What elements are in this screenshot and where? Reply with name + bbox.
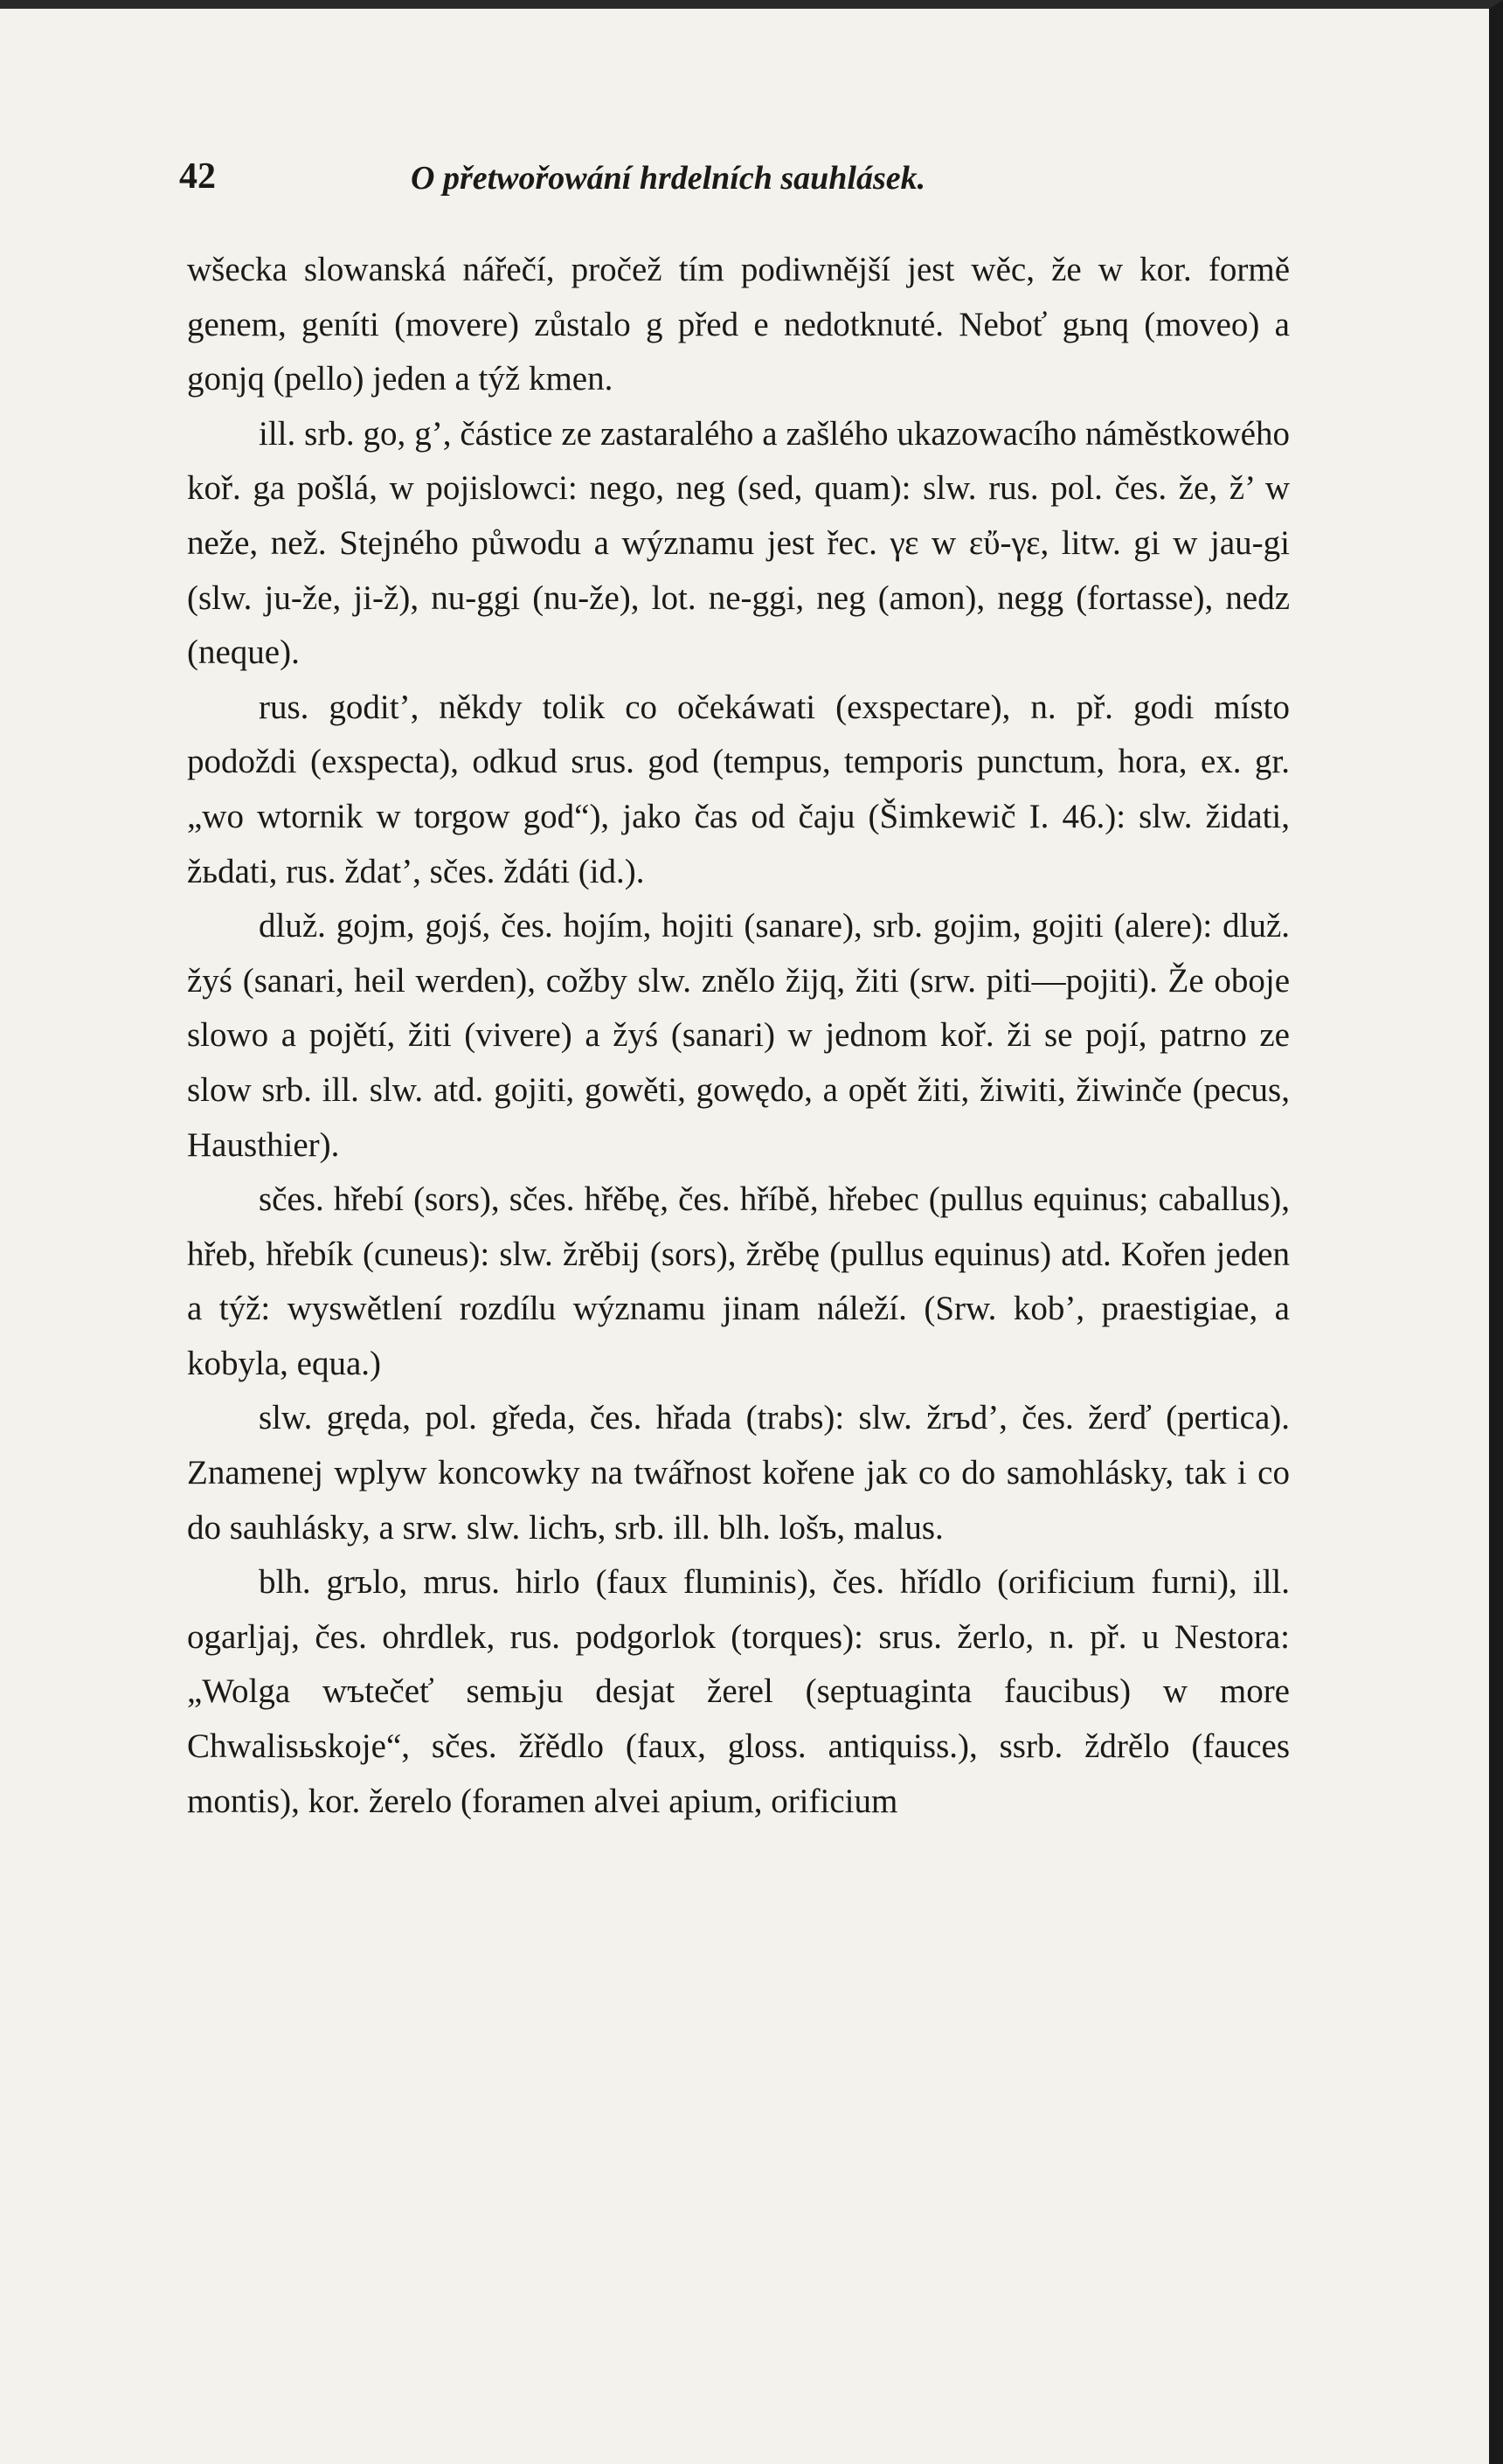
paragraph: ill. srb. go, g’, částice ze zastaralého a zašlého ukazowacího náměstkowého koř. ga pošlá, w pojislowci: nego, neg (sed, quam): slw. rus. pol. čes. že, ž’ w nežе, než. Stejného půwodu a wýznamu jest řec. γε w εὔ-γε, litw. gi w jau-gi (slw. ju-že, ji-ž), nu-ggi (nu-že), lot. ne-ggi, neg (amon), negg (fortasse), nedz (neque).	[187, 414, 1290, 672]
paragraph: blh. grъlo, mrus. hirlo (faux fluminis), čes. hřídlo (orificium furni), ill. ogarljaj, čes. ohrdlek, rus. podgorlok (torques): srus. žerlo, n. př. u Nestora: „Wolga wъtečeť semьju desjat žerel (septuaginta faucibus) w more Chwalisьskoje“, sčes. žřědlo (faux, gloss. antiquiss.), ssrb. ždrělo (fauces montis), kor. žerelo (foramen alvei apium, orificium	[187, 1563, 1290, 1820]
paragraph: rus. goditʼ, někdy tolik co očekáwati (exspectare), n. př. godi místo podoždi (exspecta), odkud srus. god (tempus, temporis punctum, hora, ex. gr. „wo wtornik w torgow god“), jako čas od čaju (Šimkewič I. 46.): slw. židati, žьdati, rus. ždatʼ, sčes. ždáti (id.).	[187, 688, 1290, 890]
page-header	[179, 156, 1298, 208]
running-title: O přetwořowání hrdelních sauhlásek.	[411, 160, 926, 197]
page-number: 42	[179, 156, 216, 197]
body-text	[187, 243, 1290, 1829]
paragraph: wšecka slowanská nářečí, pročež tím podiwnější jest wěc, že w kor. formě genem, geníti (movere) zůstalo g před e nedotknuté. Neboť gьnq (moveo) a gonjq (pello) jeden a týž kmen.	[187, 251, 1290, 398]
paragraph: dluž. gojm, gojś, čes. hojím, hojiti (sanare), srb. gojim, gojiti (alere): dluž. žyś (sanari, heil werden), cožby slw. znělo žijq, žiti (srw. piti—pojiti). Že oboje slowo a pojětí, žiti (vivere) a žyś (sanari) w jednom koř. ži se pojí, patrno ze slow srb. ill. slw. atd. gojiti, gowěti, gowędo, a opět žiti, žiwiti, žiwinče (pecus, Hausthier).	[187, 907, 1290, 1164]
paragraph: slw. gręda, pol. gředa, čes. hřada (trabs): slw. žrъdʼ, čes. žerď (pertica). Znamenej wplyw koncowky na twářnost kořene jak co do samohlásky, tak i co do sauhlásky, a srw. slw. lichъ, srb. ill. blh. lošъ, malus.	[187, 1399, 1290, 1547]
paragraph: sčes. hřebí (sors), sčes. hřěbę, čes. hříbě, hřebec (pullus equinus; caballus), hřeb, hřebík (cuneus): slw. žrěbij (sors), žrěbę (pullus equinus) atd. Kořen jeden a týž: wyswětlení rozdílu wýznamu jinam náleží. (Srw. kobʼ, praestigiae, a kobyla, equa.)	[187, 1180, 1290, 1382]
